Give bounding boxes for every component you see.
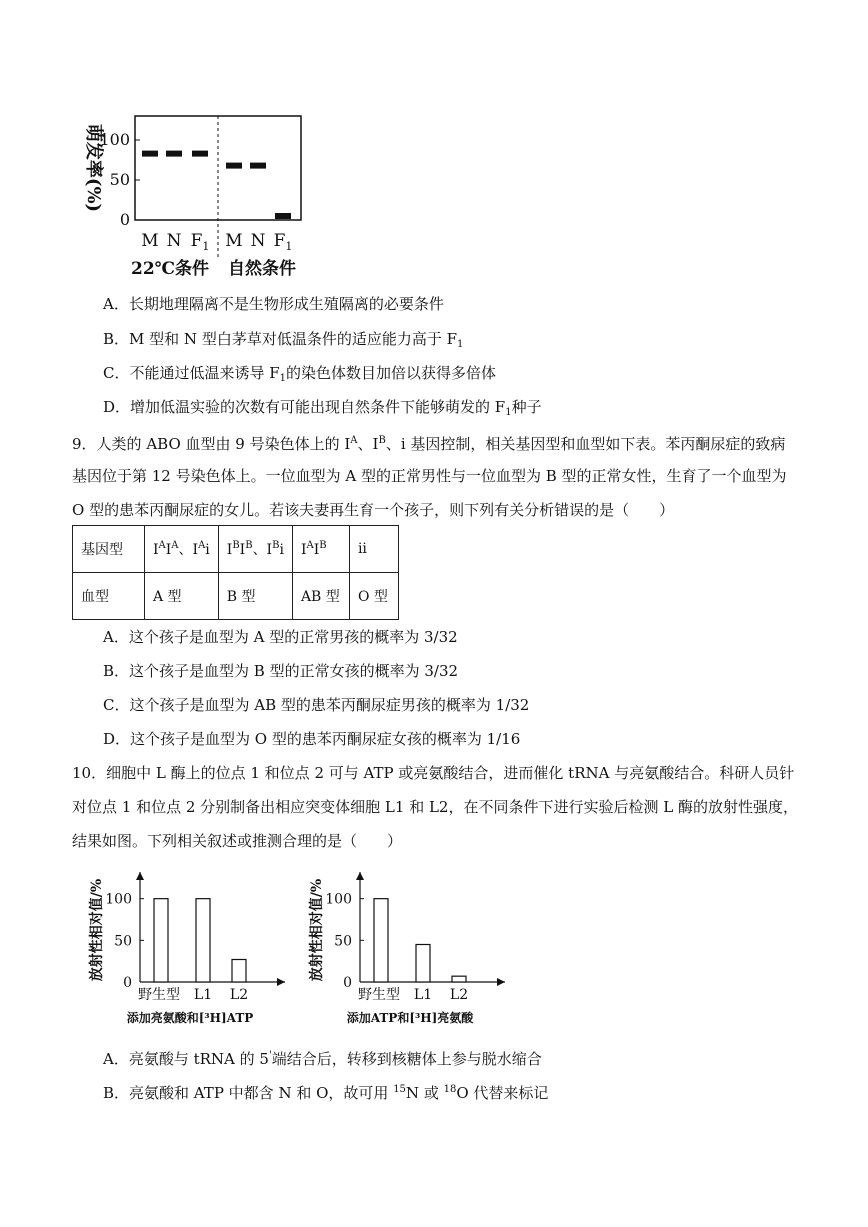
germination-xtick: M <box>141 231 159 251</box>
genotype-cell: $I^AI^B$ <box>292 526 349 573</box>
subscript: 1 <box>505 407 512 418</box>
blood-type-table <box>72 525 399 620</box>
question-number: 10． <box>72 764 107 782</box>
q9-option-d <box>103 729 520 749</box>
option-text: 增加低温实验的次数有可能出现自然条件下能够萌发的 F <box>130 398 506 416</box>
blood-type-cell: A 型 <box>145 573 219 620</box>
q10-stem-line3: 结果如图。下列相关叙述或推测合理的是（ ） <box>72 832 403 850</box>
option-letter: A． <box>103 1050 129 1068</box>
table-header-cell: 基因型 <box>73 526 145 573</box>
bar-chart-ytick: 100 <box>105 891 132 908</box>
germination-chart <box>70 100 320 290</box>
option-text-tail: 种子 <box>511 398 542 416</box>
germination-ylabel-text: 萌发率(%) <box>83 123 104 213</box>
option-text-tail: 端结合后，转移到核糖体上参与脱水缩合 <box>271 1050 542 1068</box>
option-text: 亮氨酸与 tRNA 的 5 <box>128 1050 269 1068</box>
germination-ytick: 0 <box>119 210 130 229</box>
blood-type-cell: O 型 <box>349 573 398 620</box>
q10-stem-line2: 对位点 1 和位点 2 分别制备出相应突变体细胞 L1 和 L2，在不同条件下进行实验后检测 L 酶的放射性强度， <box>72 798 798 816</box>
superscript: ' <box>268 1050 272 1061</box>
q9-option-b <box>103 661 458 681</box>
option-text-mid: N 或 <box>405 1084 444 1102</box>
q9-option-c <box>103 695 529 715</box>
option-letter: B． <box>103 662 130 680</box>
q8-option-b <box>103 329 463 355</box>
germination-marks <box>142 151 291 219</box>
germination-mark <box>226 163 242 169</box>
genotype-cell: $I^AI^A$、$I^Ai$ <box>145 526 219 573</box>
bar-chart-caption: 添加ATP和[³H]亮氨酸 <box>346 1011 474 1025</box>
bar-chart-ytick: 50 <box>114 933 132 950</box>
bar <box>196 899 210 982</box>
genotype-cell: ii <box>349 526 398 573</box>
option-text-tail: 的染色体数目加倍以获得多倍体 <box>286 364 497 382</box>
bar <box>154 899 168 982</box>
q8-option-c <box>103 363 496 389</box>
blood-type-cell: B 型 <box>218 573 292 620</box>
germination-xtick-f1: $F_1$ <box>190 231 210 253</box>
option-text: 长期地理隔离不是生物形成生殖隔离的必要条件 <box>128 295 444 313</box>
germination-mark <box>166 151 182 157</box>
option-text-tail: O 代替来标记 <box>456 1084 549 1102</box>
bar-chart-ylabel: 放射性相对值/% <box>309 878 325 982</box>
germination-mark <box>142 151 158 157</box>
option-letter: C． <box>103 696 130 714</box>
q9-stem-line3: O 型的患苯丙酮尿症的女儿。若该夫妻再生育一个孩子，则下列有关分析错误的是（ ） <box>72 501 675 519</box>
germination-mark <box>275 213 291 219</box>
germination-xtick: N <box>250 231 266 251</box>
q9-stem-line1 <box>72 431 785 454</box>
bar-chart-xtick: 野生型 <box>358 987 400 1003</box>
q10-option-a <box>103 1046 542 1069</box>
bar <box>374 899 388 982</box>
bar-chart-xtick: L2 <box>449 987 469 1003</box>
germination-group-label: 自然条件 <box>228 259 296 279</box>
bar-chart-caption: 添加亮氨酸和[³H]ATP <box>126 1011 254 1025</box>
q9-stem-line2: 基因位于第 12 号染色体上。一位血型为 A 型的正常男性与一位血型为 B 型的正常女性，生育了一个血型为 <box>72 467 787 485</box>
option-text: 这个孩子是血型为 AB 型的患苯丙酮尿症男孩的概率为 1/32 <box>129 696 530 714</box>
stem-text: 、I <box>357 435 379 453</box>
bar-chart-ylabel: 放射性相对值/% <box>89 878 105 982</box>
y-axis-arrow <box>356 872 364 880</box>
option-text: 不能通过低温来诱导 F <box>129 364 280 382</box>
y-axis-arrow <box>136 872 144 880</box>
bar-chart-ytick: 0 <box>343 975 352 991</box>
bar-chart-xtick: L1 <box>413 987 433 1003</box>
germination-group-label: 22℃条件 <box>130 259 210 279</box>
germination-mark <box>192 151 208 157</box>
option-letter: A． <box>103 628 129 646</box>
germination-xtick: N <box>166 231 182 251</box>
option-text: 这个孩子是血型为 B 型的正常女孩的概率为 3/32 <box>129 662 459 680</box>
bar-chart-ytick: 100 <box>325 891 352 908</box>
option-letter: C． <box>103 364 130 382</box>
table-header-cell: 血型 <box>73 573 145 620</box>
germination-xtick-f1: $F_1$ <box>273 231 293 253</box>
stem-text: 细胞中 L 酶上的位点 1 和位点 2 可与 ATP 或亮氨酸结合，进而催化 tRNA 与亮氨酸结合。科研人员针 <box>106 764 795 782</box>
germination-mark <box>250 163 266 169</box>
germination-ytick: 100 <box>99 130 130 149</box>
germination-xtick: M <box>225 231 243 251</box>
bar <box>452 976 466 982</box>
x-axis-arrow <box>497 978 505 986</box>
bar-chart-xtick: L2 <box>229 987 249 1003</box>
option-letter: D． <box>103 398 131 416</box>
q9-option-a <box>103 627 458 647</box>
question-number: 9． <box>72 435 97 453</box>
stem-text: 人类的 ABO 血型由 9 号染色体上的 I <box>96 435 351 453</box>
q8-option-d <box>103 397 542 423</box>
bar <box>232 960 246 983</box>
option-letter: D． <box>103 730 131 748</box>
stem-text: 、i 基因控制，相关基因型和血型如下表。苯丙酮尿症的致病 <box>385 435 786 453</box>
subscript: 1 <box>457 339 464 350</box>
table-row <box>73 573 399 620</box>
q10-option-b <box>103 1080 548 1103</box>
genotype-cell: $I^BI^B$、$I^Bi$ <box>218 526 292 573</box>
option-text: 这个孩子是血型为 O 型的患苯丙酮尿症女孩的概率为 1/16 <box>130 730 521 748</box>
superscript: A <box>350 435 358 446</box>
bar-chart-ytick: 50 <box>334 933 352 950</box>
superscript: B <box>378 435 386 446</box>
bar-chart-xtick: L1 <box>193 987 213 1003</box>
germination-plot-frame <box>135 116 301 220</box>
blood-type-cell: AB 型 <box>292 573 349 620</box>
radioactivity-chart-1 <box>85 862 295 1032</box>
superscript: 15 <box>393 1084 406 1095</box>
x-axis-arrow <box>277 978 285 986</box>
option-text: 亮氨酸和 ATP 中都含 N 和 O，故可用 <box>129 1084 394 1102</box>
q8-option-a <box>103 294 444 314</box>
option-letter: A． <box>103 295 129 313</box>
bar-chart-xtick: 野生型 <box>138 987 180 1003</box>
option-text: M 型和 N 型白茅草对低温条件的适应能力高于 F <box>129 330 457 348</box>
bar <box>416 945 430 983</box>
option-letter: B． <box>103 1084 130 1102</box>
radioactivity-chart-2 <box>305 862 515 1032</box>
superscript: 18 <box>443 1084 457 1095</box>
q10-stem-line1 <box>72 763 794 783</box>
bar-chart-ytick: 0 <box>123 975 132 991</box>
table-row <box>73 526 399 573</box>
option-letter: B． <box>103 330 130 348</box>
option-text: 这个孩子是血型为 A 型的正常男孩的概率为 3/32 <box>128 628 458 646</box>
subscript: 1 <box>279 373 287 384</box>
germination-ytick: 50 <box>109 170 130 189</box>
